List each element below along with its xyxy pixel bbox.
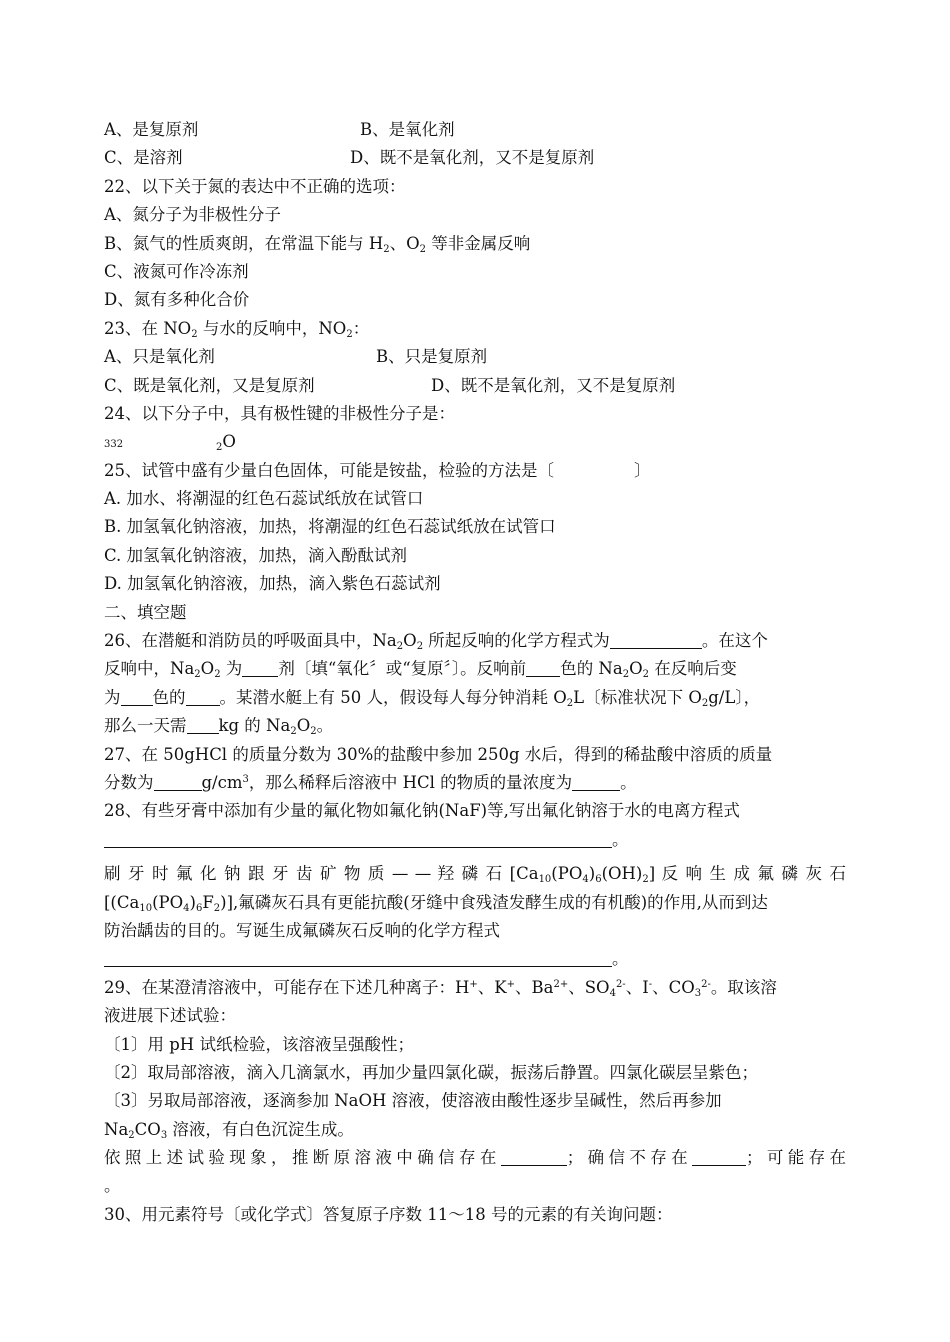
- q29-step-3-cont: [104, 1116, 846, 1144]
- answer-blank[interactable]: [692, 1148, 746, 1166]
- q28-line-2: [104, 826, 846, 854]
- q25-stem-text: 25、试管中盛有少量白色固体，可能是铵盐，检验的方法是〔: [104, 460, 554, 480]
- q25-option-b: B. 加氢氧化钠溶液，加热，将潮湿的红色石蕊试纸放在试管口: [104, 517, 556, 537]
- superscript: 2+: [553, 978, 569, 990]
- answer-blank[interactable]: [104, 830, 612, 848]
- q27-line-2: [104, 769, 846, 797]
- q22-option-b-text: 、O: [389, 233, 420, 253]
- text: kg 的 Na: [218, 716, 291, 736]
- superscript: 2-: [615, 978, 626, 990]
- q23-stem: [104, 315, 846, 343]
- text: ，那么稀释后溶液中 HCl 的物质的量浓度为: [248, 772, 573, 792]
- subscript: 4: [183, 902, 190, 914]
- q29-conclusion-end: 。: [104, 1176, 121, 1196]
- text: 、SO: [568, 977, 610, 997]
- subscript: 2: [416, 641, 424, 653]
- subscript: 10: [538, 874, 552, 886]
- q23-options-row-2: [104, 372, 846, 400]
- answer-blank[interactable]: [186, 688, 220, 706]
- answer-blank[interactable]: [104, 949, 612, 967]
- text: 29、在某澄清溶液中，可能存在下述几种离子：H: [104, 977, 470, 997]
- q25-option-a: A. 加水、将潮湿的红色石蕊试纸放在试管口: [104, 489, 424, 509]
- text: 色的 Na: [560, 659, 623, 679]
- text: Na: [104, 1119, 129, 1139]
- subscript: 2: [622, 669, 630, 681]
- text: g/L〕，: [708, 687, 761, 707]
- text: 所起反响的化学方程式为: [423, 631, 610, 651]
- text: O: [296, 716, 311, 736]
- superscript: 3: [242, 773, 249, 785]
- text: CO: [134, 1119, 161, 1139]
- text: [(Ca: [104, 892, 140, 912]
- q22-stem: 22、以下关于氮的表达中不正确的选项：: [104, 176, 406, 196]
- text: ): [189, 892, 196, 912]
- text: 溶液，有白色沉淀生成。: [167, 1119, 354, 1139]
- q23-option-a: A、只是氧化剂: [104, 347, 215, 367]
- q23-stem-text: 与水的反响中，NO: [197, 318, 347, 338]
- q25-option-d: D. 加氢氧化钠溶液，加热，滴入紫色石蕊试剂: [104, 574, 441, 594]
- subscript: 10: [139, 902, 153, 914]
- text: 。某潜水艇上有 50 人，假设每人每分钟消耗 O: [219, 687, 567, 707]
- text: O: [629, 659, 643, 679]
- document-body: [104, 116, 846, 1229]
- q23-option-b: B、只是复原剂: [376, 347, 488, 367]
- text: (PO: [551, 864, 583, 884]
- text: 、K: [477, 977, 507, 997]
- subscript: 6: [195, 902, 203, 914]
- text: O: [403, 631, 417, 651]
- text: 。在这个: [701, 631, 768, 651]
- q28-line-3: [104, 860, 846, 888]
- text: 。: [612, 829, 629, 849]
- text: ；可能存在: [746, 1148, 847, 1168]
- text: O: [200, 659, 215, 679]
- q28-line-4: [104, 889, 846, 917]
- q23-option-d: D、既不是氧化剂，又不是复原剂: [431, 375, 676, 395]
- q29-step-1: 〔1〕用 pH 试纸检验，该溶液呈强酸性；: [104, 1034, 414, 1054]
- q21-option-a: A、是复原剂: [104, 120, 199, 139]
- subscript: 2: [642, 874, 649, 886]
- q22-option-a: A、氮分子为非极性分子: [104, 205, 281, 225]
- q26-line-2: [104, 655, 846, 683]
- q29-step-3: 〔3〕另取局部溶液，逐滴参加 NaOH 溶液，使溶液由酸性逐步呈碱性，然后再参加: [104, 1091, 722, 1111]
- q30-stem: 30、用元素符号〔或化学式〕答复原子序数 11～18 号的元素的有关询问题：: [104, 1204, 673, 1224]
- superscript: +: [506, 978, 515, 990]
- q22-option-d: D、氮有多种化合价: [104, 290, 250, 310]
- q23-option-c: C、既是氧化剂，又是复原剂: [104, 375, 315, 395]
- text: ] 反 响 生 成 氟 磷 灰 石: [648, 864, 847, 884]
- q26-line-1: [104, 627, 846, 655]
- subscript: 2: [128, 1129, 135, 1141]
- q21-options-row-2: [104, 144, 846, 172]
- q22-option-b-text: 等非金属反响: [426, 233, 531, 253]
- text: 26、在潜艇和消防员的呼吸面具中，Na: [104, 631, 397, 651]
- subscript: 4: [609, 987, 616, 999]
- answer-blank[interactable]: [526, 659, 560, 677]
- answer-blank[interactable]: [121, 688, 153, 706]
- text: F: [202, 892, 214, 912]
- subscript: 2: [383, 243, 390, 255]
- answer-blank[interactable]: [242, 659, 278, 677]
- q24-stem: 24、以下分子中，具有极性键的非极性分子是：: [104, 403, 455, 423]
- text: 依照上述试验现象，推断原溶液中确信存在: [104, 1148, 501, 1168]
- text: 。: [620, 772, 637, 792]
- subscript: 6: [595, 874, 602, 886]
- text: g/cm: [201, 772, 243, 792]
- q29-step-2: 〔2〕取局部溶液，滴入几滴氯水，再加少量四氯化碳，振荡后静置。四氯化碳层呈紫色；: [104, 1062, 758, 1082]
- q22-option-b: [104, 230, 846, 258]
- subscript: 2: [310, 726, 317, 738]
- q29-line-2: 液进展下述试验：: [104, 1006, 236, 1026]
- text: 。取该溶: [710, 977, 777, 997]
- answer-blank[interactable]: [187, 716, 219, 734]
- q24-fragment-1: 332: [104, 439, 124, 451]
- answer-blank[interactable]: [610, 631, 702, 649]
- text: 。: [612, 949, 629, 969]
- text: (OH): [601, 864, 643, 884]
- q21-option-c: C、是溶剂: [104, 148, 183, 168]
- subscript: 2: [213, 902, 221, 914]
- text: )],氟磷灰石具有更能抗酸(牙缝中食残渣发酵生成的有机酸)的作用,从而到达: [220, 892, 768, 912]
- text: (PO: [152, 892, 184, 912]
- text: 。: [316, 716, 334, 736]
- text: 分数为: [104, 772, 154, 792]
- subscript: 4: [582, 874, 589, 886]
- q21-option-d: D、既不是氧化剂，又不是复原剂: [350, 148, 595, 168]
- text: ): [588, 864, 596, 884]
- answer-blank[interactable]: [572, 773, 620, 791]
- section-heading: 二、填空题: [104, 602, 187, 622]
- subscript: 2: [191, 328, 198, 340]
- q28-line-1: 28、有些牙膏中添加有少量的氟化物如氟化钠(NaF)等,写出氟化钠溶于水的电离方程式: [104, 801, 740, 821]
- text: 反响中，Na: [104, 659, 195, 679]
- q23-stem-text: ：: [352, 318, 370, 338]
- subscript: 2: [566, 697, 574, 709]
- text: 刷 牙 时 氟 化 钠 跟 牙 齿 矿 物 质 — — 羟 磷 石 [Ca: [104, 864, 539, 884]
- q25-stem-bracket: 〕: [634, 460, 651, 480]
- q29-conclusion: [104, 1144, 846, 1172]
- q24-fragment-2: O: [222, 432, 236, 452]
- answer-blank[interactable]: [154, 773, 202, 791]
- q27-line-1: 27、在 50gHCl 的质量分数为 30%的盐酸中参加 250g 水后，得到的稀盐酸中溶质的质量: [104, 744, 773, 764]
- text: 色的: [152, 687, 186, 707]
- subscript: 3: [160, 1129, 168, 1141]
- superscript: -: [648, 978, 653, 990]
- text: L〔标准状况下 O: [573, 687, 702, 707]
- q26-line-3: [104, 684, 846, 712]
- text: 那么一天需: [104, 716, 187, 736]
- text: 、CO: [652, 977, 695, 997]
- subscript: 2: [216, 442, 223, 454]
- q21-options-row-1: [104, 116, 846, 144]
- superscript: +: [469, 978, 478, 990]
- q23-stem-text: 23、在 NO: [104, 318, 192, 338]
- q28-line-6: [104, 945, 846, 973]
- q25-option-c: C. 加氢氧化钠溶液，加热，滴入酚酞试剂: [104, 545, 408, 565]
- text: ；确信不存在: [566, 1148, 692, 1168]
- q26-line-4: [104, 712, 846, 740]
- answer-blank[interactable]: [501, 1148, 567, 1166]
- subscript: 3: [694, 987, 702, 999]
- q22-option-b-text: B、氮气的性质爽朗，在常温下能与 H: [104, 233, 384, 253]
- subscript: 2: [396, 641, 404, 653]
- text: 、I: [625, 977, 649, 997]
- q21-option-b: B、是氧化剂: [360, 120, 455, 139]
- subscript: 2: [214, 669, 221, 681]
- text: 为: [220, 659, 243, 679]
- q22-option-c: C、液氮可作冷冻剂: [104, 261, 249, 281]
- text: 在反响后变: [649, 659, 737, 679]
- subscript: 2: [642, 669, 649, 681]
- q24-options-fragment: [104, 428, 846, 456]
- subscript: 2: [701, 697, 709, 709]
- q25-stem: [104, 457, 846, 485]
- subscript: 2: [419, 243, 427, 255]
- subscript: 2: [346, 328, 353, 340]
- subscript: 2: [194, 669, 201, 681]
- q23-options-row-1: [104, 343, 846, 371]
- subscript: 2: [290, 726, 297, 738]
- text: 为: [104, 687, 121, 707]
- text: 、Ba: [515, 977, 554, 997]
- q29-line-1: [104, 974, 846, 1002]
- text: 剂〔填“氧化〞或“复原〞〕。反响前: [278, 659, 527, 679]
- q28-line-5: 防治龋齿的目的。写诞生成氟磷灰石反响的化学方程式: [104, 920, 500, 940]
- superscript: 2-: [701, 978, 711, 990]
